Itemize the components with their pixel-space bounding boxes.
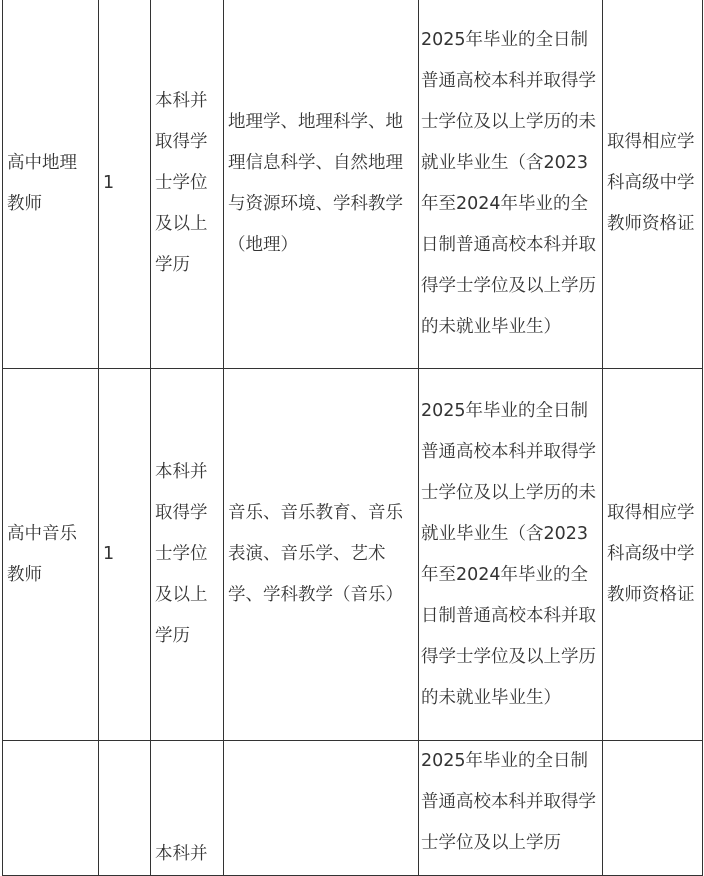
applicant-requirement-cell: 2025年毕业的全日制普通高校本科并取得学士学位及以上学历 <box>419 741 603 876</box>
education-cell: 本科并取得学士学位及以上学历 <box>151 0 224 369</box>
applicant-requirement-cell: 2025年毕业的全日制普通高校本科并取得学士学位及以上学历的未就业毕业生（含2023年至2024年毕业的全日制普通高校本科并取得学士学位及以上学历的未就业毕业生） <box>419 369 603 741</box>
count-cell: 1 <box>99 369 151 741</box>
count-cell: 1 <box>99 0 151 369</box>
table-row <box>3 369 703 741</box>
education-cell: 本科并取得学士学位及以上学历 <box>151 369 224 741</box>
count-cell <box>99 741 151 876</box>
education-cell: 本科并 <box>151 741 224 876</box>
major-cell <box>224 741 419 876</box>
recruitment-table <box>2 0 703 876</box>
certificate-cell <box>603 741 703 876</box>
major-cell: 地理学、地理科学、地理信息科学、自然地理与资源环境、学科教学（地理） <box>224 0 419 369</box>
certificate-cell: 取得相应学科高级中学教师资格证 <box>603 0 703 369</box>
applicant-requirement-cell: 2025年毕业的全日制普通高校本科并取得学士学位及以上学历的未就业毕业生（含2023年至2024年毕业的全日制普通高校本科并取得学士学位及以上学历的未就业毕业生） <box>419 0 603 369</box>
major-cell: 音乐、音乐教育、音乐表演、音乐学、艺术学、学科教学（音乐） <box>224 369 419 741</box>
certificate-cell: 取得相应学科高级中学教师资格证 <box>603 369 703 741</box>
position-cell <box>3 741 99 876</box>
position-cell: 高中音乐教师 <box>3 369 99 741</box>
table-row <box>3 741 703 876</box>
position-cell: 高中地理教师 <box>3 0 99 369</box>
table-row <box>3 0 703 369</box>
